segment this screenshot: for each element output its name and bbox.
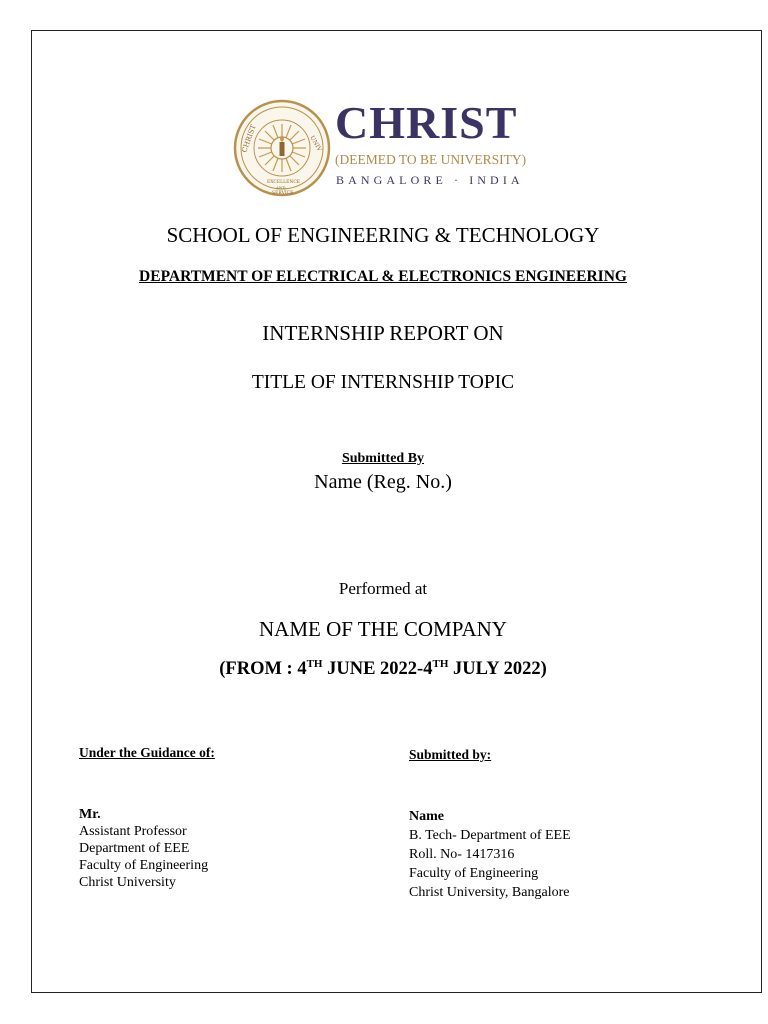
svg-text:UNIV: UNIV <box>308 134 323 153</box>
period-sup-2: TH <box>432 658 449 670</box>
guide-name: Mr. <box>79 807 101 822</box>
submitter-line: B. Tech- Department of EEE <box>409 828 571 843</box>
submitter-line: Faculty of Engineering <box>409 866 539 881</box>
university-seal-icon <box>232 93 332 203</box>
performed-at-label: Performed at <box>338 579 428 598</box>
logo-brand: CHRIST <box>335 97 518 148</box>
department-heading: DEPARTMENT OF ELECTRICAL & ELECTRONICS ENGINEERING <box>139 268 627 285</box>
svg-text:SERVICE: SERVICE <box>272 191 294 196</box>
guidance-heading-text: Under the Guidance of: <box>79 745 215 760</box>
guidance-block <box>79 806 208 891</box>
period-prefix: (FROM : 4 <box>219 659 307 680</box>
report-on-heading: INTERNSHIP REPORT ON <box>262 321 504 345</box>
svg-text:EXCELLENCE: EXCELLENCE <box>267 180 301 185</box>
student-name: Name (Reg. No.) <box>314 471 452 493</box>
guide-line: Christ University <box>79 875 176 890</box>
submitted-by-label: Submitted By <box>341 451 425 466</box>
period-suffix: JULY 2022) <box>448 659 547 680</box>
period-sup-1: TH <box>306 658 323 670</box>
svg-text:AND: AND <box>276 185 286 190</box>
submitter-line: Roll. No- 1417316 <box>409 847 515 862</box>
topic-heading: TITLE OF INTERNSHIP TOPIC <box>251 372 515 393</box>
internship-period <box>31 658 735 680</box>
submitter-heading-text: Submitted by: <box>409 747 492 762</box>
period-middle: JUNE 2022-4 <box>322 659 433 680</box>
submitter-line: Christ University, Bangalore <box>409 885 570 900</box>
guide-line: Assistant Professor <box>79 824 187 839</box>
logo-place: BANGALORE · INDIA <box>336 173 524 187</box>
guidance-heading <box>79 744 215 762</box>
submitter-name: Name <box>409 809 444 824</box>
submitter-block <box>409 808 571 901</box>
logo-text <box>335 93 537 203</box>
svg-text:CHRIST: CHRIST <box>240 123 258 154</box>
guide-line: Faculty of Engineering <box>79 858 209 873</box>
company-name: NAME OF THE COMPANY <box>259 617 507 641</box>
school-heading: SCHOOL OF ENGINEERING & TECHNOLOGY <box>166 223 600 247</box>
submitter-heading <box>409 746 491 764</box>
university-logo <box>232 93 537 203</box>
logo-subtitle: (DEEMED TO BE UNIVERSITY) <box>335 152 527 167</box>
guide-line: Department of EEE <box>79 841 190 856</box>
